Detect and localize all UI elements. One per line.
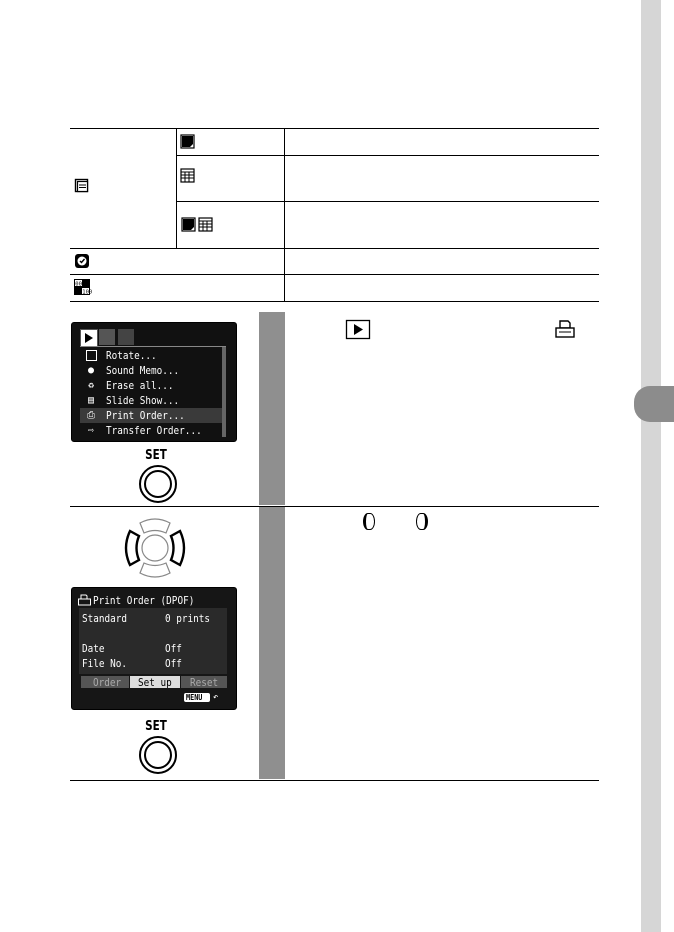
- setup-tab: [118, 329, 134, 345]
- menu-screen: [71, 322, 237, 442]
- print-order-panel: [79, 608, 227, 674]
- playback-icon: [346, 320, 370, 339]
- right-button-icon: [416, 513, 428, 530]
- menu-item-rotate[interactable]: Rotate...: [80, 348, 222, 363]
- microphone-icon: ●: [87, 365, 95, 376]
- print-order-screen: [71, 587, 237, 710]
- menu-line: [80, 346, 226, 347]
- back-arrow-icon: ↶: [213, 692, 219, 703]
- side-strip: [641, 0, 661, 932]
- file-no-label: File No.: [82, 657, 128, 670]
- print-order-title-bar: [78, 592, 228, 608]
- index-print-icon: [198, 217, 213, 232]
- menu-item-transfer-order[interactable]: ⇨ Transfer Order...: [80, 423, 222, 438]
- order-button[interactable]: Order: [81, 676, 129, 688]
- print-order-icon: [78, 594, 91, 606]
- print-order-title: Print Order (DPOF): [93, 594, 195, 607]
- standard-print-icon: [181, 217, 196, 232]
- transfer-icon: ⇨: [87, 425, 95, 436]
- print-tab: [99, 329, 115, 345]
- date-value: Off: [165, 642, 182, 655]
- reset-button[interactable]: Reset: [181, 676, 227, 688]
- set-label: SET: [145, 719, 167, 734]
- left-button-icon: [363, 513, 375, 530]
- date-icon: [74, 253, 90, 269]
- svg-text:100: 100: [82, 289, 93, 296]
- menu-scrollbar[interactable]: [222, 347, 226, 437]
- file-number-icon: [74, 279, 93, 296]
- trash-icon: ♻: [87, 380, 95, 391]
- print-order-icon: [555, 320, 575, 338]
- file-no-value: Off: [165, 657, 182, 670]
- menu-item-print-order[interactable]: ⎙ Print Order...: [80, 408, 222, 423]
- date-label: Date: [82, 642, 105, 655]
- print-type-icon: [74, 178, 90, 194]
- set-label: SET: [145, 448, 167, 463]
- index-print-icon: [180, 168, 195, 183]
- set-button[interactable]: [139, 465, 177, 503]
- menu-badge: MENU: [184, 693, 210, 702]
- set-up-button[interactable]: Set up: [130, 676, 180, 688]
- menu-item-erase-all[interactable]: ♻ Erase all...: [80, 378, 222, 393]
- standard-print-icon: [180, 134, 195, 149]
- svg-text:001: 001: [75, 281, 86, 288]
- standard-label: Standard: [82, 612, 128, 625]
- set-button[interactable]: [139, 736, 177, 774]
- playback-tab: [80, 329, 98, 347]
- rotate-icon: [86, 350, 97, 361]
- step-bar: [259, 507, 285, 779]
- menu-back-indicator: [184, 692, 228, 703]
- step-bar: [259, 312, 285, 505]
- menu-item-sound-memo[interactable]: ● Sound Memo...: [80, 363, 222, 378]
- slideshow-icon: ▤: [87, 395, 95, 406]
- standard-value: 0 prints: [165, 612, 211, 625]
- chapter-tab: [634, 386, 674, 422]
- print-order-icon: ⎙: [87, 410, 95, 421]
- menu-item-slide-show[interactable]: ▤ Slide Show...: [80, 393, 222, 408]
- four-way-controller-icon[interactable]: [120, 515, 190, 581]
